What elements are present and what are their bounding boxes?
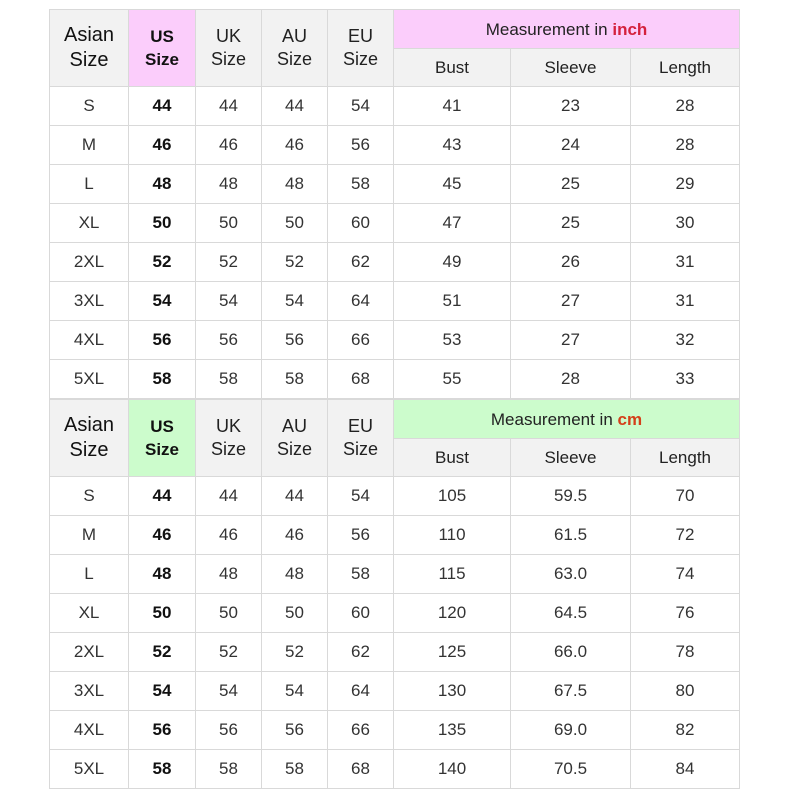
header-bust: Bust <box>394 439 511 477</box>
cell-eu: 68 <box>328 360 394 399</box>
cell-asian: 2XL <box>50 243 129 282</box>
table-row <box>50 282 740 321</box>
cell-au: 58 <box>262 750 328 789</box>
cell-us: 58 <box>129 360 196 399</box>
table-row <box>50 672 740 711</box>
cell-eu: 64 <box>328 282 394 321</box>
cell-us: 56 <box>129 711 196 750</box>
cell-au: 52 <box>262 633 328 672</box>
cell-asian: 4XL <box>50 321 129 360</box>
cell-asian: M <box>50 516 129 555</box>
cell-length: 72 <box>631 516 740 555</box>
header-sleeve: Sleeve <box>511 49 631 87</box>
header-uk-size: UK Size <box>196 10 262 87</box>
cell-uk: 52 <box>196 633 262 672</box>
cell-eu: 54 <box>328 87 394 126</box>
cell-bust: 105 <box>394 477 511 516</box>
size-table-cm <box>49 399 740 789</box>
cell-uk: 54 <box>196 282 262 321</box>
size-table-inch <box>49 9 740 399</box>
cell-au: 58 <box>262 360 328 399</box>
cell-asian: 4XL <box>50 711 129 750</box>
cell-sleeve: 27 <box>511 321 631 360</box>
size-rows-cm <box>50 477 740 789</box>
cell-bust: 140 <box>394 750 511 789</box>
cell-asian: XL <box>50 204 129 243</box>
cell-au: 46 <box>262 126 328 165</box>
cell-sleeve: 23 <box>511 87 631 126</box>
cell-us: 46 <box>129 126 196 165</box>
cell-uk: 50 <box>196 204 262 243</box>
header-sleeve: Sleeve <box>511 439 631 477</box>
cell-bust: 130 <box>394 672 511 711</box>
cell-us: 54 <box>129 282 196 321</box>
cell-sleeve: 26 <box>511 243 631 282</box>
cell-asian: M <box>50 126 129 165</box>
header-measurement-inch: Measurement in inch <box>394 10 740 49</box>
cell-asian: 2XL <box>50 633 129 672</box>
cell-bust: 43 <box>394 126 511 165</box>
cell-bust: 45 <box>394 165 511 204</box>
size-chart-cm <box>49 399 739 789</box>
cell-asian: L <box>50 555 129 594</box>
cell-length: 28 <box>631 87 740 126</box>
header-asian-size: Asian Size <box>50 10 129 87</box>
cell-uk: 56 <box>196 711 262 750</box>
cell-sleeve: 67.5 <box>511 672 631 711</box>
cell-length: 78 <box>631 633 740 672</box>
header-us-size: US Size <box>129 10 196 87</box>
header-au-size: AU Size <box>262 400 328 477</box>
cell-uk: 58 <box>196 360 262 399</box>
cell-au: 56 <box>262 711 328 750</box>
cell-au: 46 <box>262 516 328 555</box>
cell-au: 52 <box>262 243 328 282</box>
cell-sleeve: 27 <box>511 282 631 321</box>
header-us-size: US Size <box>129 400 196 477</box>
cell-sleeve: 61.5 <box>511 516 631 555</box>
cell-asian: 5XL <box>50 360 129 399</box>
cell-au: 44 <box>262 87 328 126</box>
cell-length: 29 <box>631 165 740 204</box>
table-row <box>50 243 740 282</box>
cell-asian: 3XL <box>50 282 129 321</box>
cell-bust: 49 <box>394 243 511 282</box>
table-row <box>50 555 740 594</box>
header-measurement-cm: Measurement in cm <box>394 400 740 439</box>
cell-us: 58 <box>129 750 196 789</box>
cell-sleeve: 66.0 <box>511 633 631 672</box>
cell-us: 50 <box>129 204 196 243</box>
cell-bust: 51 <box>394 282 511 321</box>
header-asian-size: Asian Size <box>50 400 129 477</box>
cell-eu: 66 <box>328 711 394 750</box>
cell-length: 74 <box>631 555 740 594</box>
cell-eu: 62 <box>328 633 394 672</box>
cell-length: 32 <box>631 321 740 360</box>
table-row <box>50 594 740 633</box>
table-row <box>50 204 740 243</box>
header-uk-size: UK Size <box>196 400 262 477</box>
cell-eu: 56 <box>328 126 394 165</box>
table-row <box>50 165 740 204</box>
cell-asian: 5XL <box>50 750 129 789</box>
unit-label-inch: inch <box>612 19 648 39</box>
cell-length: 31 <box>631 243 740 282</box>
cell-length: 70 <box>631 477 740 516</box>
header-bust: Bust <box>394 49 511 87</box>
table-row <box>50 633 740 672</box>
cell-eu: 58 <box>328 165 394 204</box>
cell-sleeve: 64.5 <box>511 594 631 633</box>
cell-bust: 115 <box>394 555 511 594</box>
cell-uk: 52 <box>196 243 262 282</box>
cell-length: 82 <box>631 711 740 750</box>
unit-label-cm: cm <box>617 409 643 429</box>
cell-length: 80 <box>631 672 740 711</box>
cell-uk: 46 <box>196 126 262 165</box>
cell-au: 50 <box>262 594 328 633</box>
table-row <box>50 477 740 516</box>
cell-us: 46 <box>129 516 196 555</box>
cell-uk: 58 <box>196 750 262 789</box>
cell-bust: 41 <box>394 87 511 126</box>
cell-bust: 47 <box>394 204 511 243</box>
cell-eu: 54 <box>328 477 394 516</box>
cell-sleeve: 70.5 <box>511 750 631 789</box>
cell-us: 48 <box>129 555 196 594</box>
table-row <box>50 87 740 126</box>
cell-sleeve: 25 <box>511 204 631 243</box>
cell-sleeve: 63.0 <box>511 555 631 594</box>
cell-sleeve: 28 <box>511 360 631 399</box>
cell-eu: 68 <box>328 750 394 789</box>
cell-eu: 60 <box>328 204 394 243</box>
header-length: Length <box>631 49 740 87</box>
header-eu-size: EU Size <box>328 10 394 87</box>
cell-sleeve: 69.0 <box>511 711 631 750</box>
cell-uk: 50 <box>196 594 262 633</box>
cell-asian: S <box>50 477 129 516</box>
cell-eu: 66 <box>328 321 394 360</box>
cell-us: 44 <box>129 477 196 516</box>
cell-length: 28 <box>631 126 740 165</box>
header-length: Length <box>631 439 740 477</box>
table-row <box>50 321 740 360</box>
table-row <box>50 360 740 399</box>
cell-asian: L <box>50 165 129 204</box>
cell-bust: 110 <box>394 516 511 555</box>
cell-au: 50 <box>262 204 328 243</box>
cell-asian: S <box>50 87 129 126</box>
cell-uk: 54 <box>196 672 262 711</box>
cell-sleeve: 24 <box>511 126 631 165</box>
cell-asian: 3XL <box>50 672 129 711</box>
cell-eu: 64 <box>328 672 394 711</box>
cell-us: 56 <box>129 321 196 360</box>
header-eu-size: EU Size <box>328 400 394 477</box>
cell-uk: 56 <box>196 321 262 360</box>
cell-length: 33 <box>631 360 740 399</box>
cell-bust: 53 <box>394 321 511 360</box>
cell-au: 48 <box>262 555 328 594</box>
cell-uk: 44 <box>196 477 262 516</box>
cell-us: 48 <box>129 165 196 204</box>
cell-uk: 48 <box>196 165 262 204</box>
cell-us: 50 <box>129 594 196 633</box>
cell-length: 30 <box>631 204 740 243</box>
cell-eu: 58 <box>328 555 394 594</box>
cell-au: 44 <box>262 477 328 516</box>
table-row <box>50 516 740 555</box>
cell-asian: XL <box>50 594 129 633</box>
cell-eu: 60 <box>328 594 394 633</box>
cell-sleeve: 25 <box>511 165 631 204</box>
cell-bust: 125 <box>394 633 511 672</box>
cell-uk: 46 <box>196 516 262 555</box>
cell-us: 52 <box>129 633 196 672</box>
cell-bust: 55 <box>394 360 511 399</box>
cell-bust: 120 <box>394 594 511 633</box>
cell-length: 76 <box>631 594 740 633</box>
cell-sleeve: 59.5 <box>511 477 631 516</box>
size-chart-inch <box>49 9 739 399</box>
cell-us: 44 <box>129 87 196 126</box>
cell-length: 31 <box>631 282 740 321</box>
cell-us: 54 <box>129 672 196 711</box>
table-row <box>50 750 740 789</box>
cell-bust: 135 <box>394 711 511 750</box>
cell-us: 52 <box>129 243 196 282</box>
header-au-size: AU Size <box>262 10 328 87</box>
cell-uk: 44 <box>196 87 262 126</box>
table-row <box>50 126 740 165</box>
size-rows-inch <box>50 87 740 399</box>
cell-au: 54 <box>262 282 328 321</box>
table-row <box>50 711 740 750</box>
cell-au: 48 <box>262 165 328 204</box>
cell-eu: 56 <box>328 516 394 555</box>
cell-au: 54 <box>262 672 328 711</box>
cell-eu: 62 <box>328 243 394 282</box>
cell-uk: 48 <box>196 555 262 594</box>
cell-length: 84 <box>631 750 740 789</box>
cell-au: 56 <box>262 321 328 360</box>
